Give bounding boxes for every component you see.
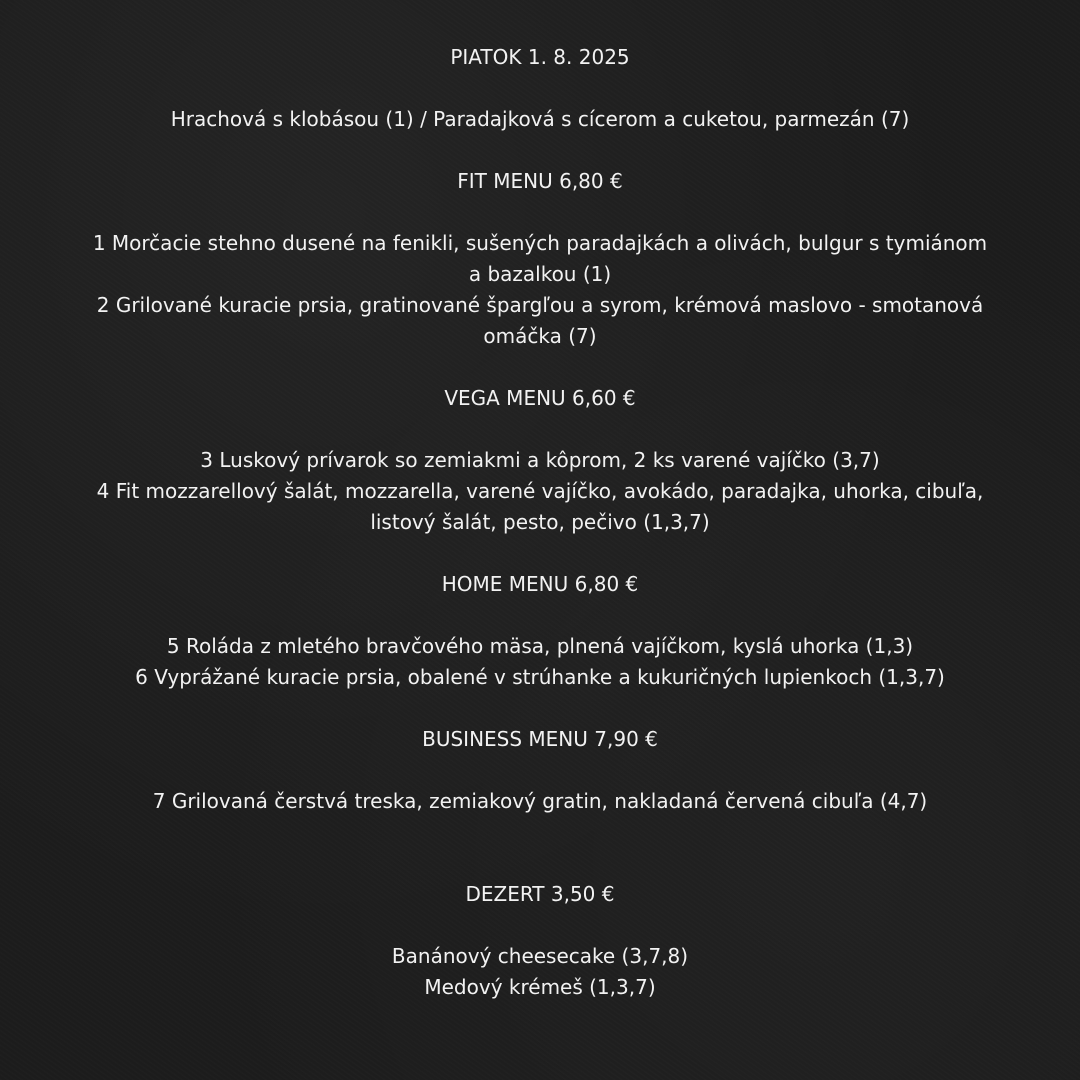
dessert-item-1: Banánový cheesecake (3,7,8) [391, 944, 689, 968]
business-menu-heading: BUSINESS MENU 7,90 € [422, 727, 658, 751]
fit-item-1-line-1: 1 Morčacie stehno dusené na fenikli, sušených paradajkách a olivách, bulgur s tymiánom [92, 231, 988, 255]
fit-item-2-line-1: 2 Grilované kuracie prsia, gratinované špargľou a syrom, krémová maslovo - smotanová [96, 293, 984, 317]
business-item-7: 7 Grilovaná čerstvá treska, zemiakový gratin, nakladaná červená cibuľa (4,7) [152, 789, 928, 813]
vega-item-3: 3 Luskový prívarok so zemiakmi a kôprom, 2 ks varené vajíčko (3,7) [200, 448, 880, 472]
fit-item-1-line-2: a bazalkou (1) [468, 262, 612, 286]
home-item-6: 6 Vyprážané kuracie prsia, obalené v strúhanke a kukuričných lupienkoch (1,3,7) [135, 665, 945, 689]
dessert-item-2: Medový krémeš (1,3,7) [424, 975, 656, 999]
vega-item-4-line-2: listový šalát, pesto, pečivo (1,3,7) [370, 510, 710, 534]
vega-menu-heading: VEGA MENU 6,60 € [444, 386, 636, 410]
home-menu-heading: HOME MENU 6,80 € [441, 572, 639, 596]
menu-date: PIATOK 1. 8. 2025 [450, 45, 630, 69]
dessert-heading: DEZERT 3,50 € [465, 882, 615, 906]
soup-of-the-day: Hrachová s klobásou (1) / Paradajková s cícerom a cuketou, parmezán (7) [170, 107, 910, 131]
home-item-5: 5 Roláda z mletého bravčového mäsa, plnená vajíčkom, kyslá uhorka (1,3) [166, 634, 914, 658]
vega-item-4-line-1: 4 Fit mozzarellový šalát, mozzarella, varené vajíčko, avokádo, paradajka, uhorka, cibuľa, [96, 479, 984, 503]
fit-menu-heading: FIT MENU 6,80 € [457, 169, 623, 193]
fit-item-2-line-2: omáčka (7) [483, 324, 597, 348]
